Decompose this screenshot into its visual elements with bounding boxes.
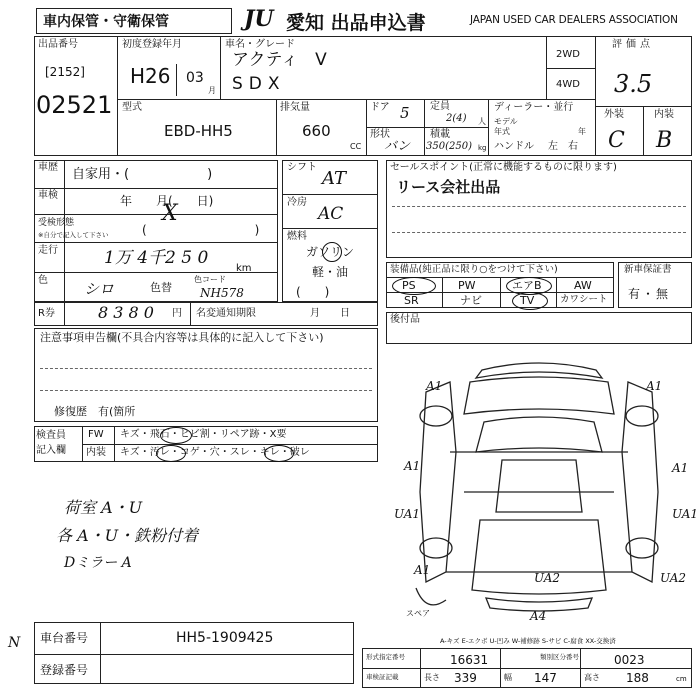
chassis-label: 車台番号: [40, 631, 89, 645]
ext-value: C: [608, 128, 625, 153]
handwritten-line1: 荷室 A・U: [64, 498, 143, 517]
mark-a4-rear: A4: [530, 609, 547, 623]
registration-year: H26: [130, 64, 171, 88]
chassis-value: HH5-1909425: [176, 630, 274, 646]
drive-2wd: 2WD: [556, 49, 580, 60]
retrofit-box: [386, 312, 692, 344]
category-value: 0023: [614, 653, 645, 667]
body: バン: [384, 139, 411, 154]
inspection-value: 年 月( 日): [120, 194, 214, 208]
fuel-diesel: 軽・油: [312, 265, 349, 279]
fw-label: FW: [88, 429, 104, 440]
diagram-front-body: [464, 377, 614, 414]
inspection-x-mark: X: [162, 201, 178, 226]
listing-number: 02521: [36, 91, 113, 119]
equipment-label: 装備品(純正品に限り○をつけて下さい): [390, 264, 558, 275]
mileage-label: 走行: [38, 245, 58, 256]
mark-ua1-right: UA1: [672, 507, 699, 521]
receipt-label1: 受検形態: [38, 218, 75, 228]
displacement-unit: CC: [350, 142, 362, 151]
color-code-label: 色コード: [194, 275, 226, 284]
diagram-wheel-rl: [420, 538, 452, 558]
history-value: 自家用・( ): [72, 167, 213, 182]
selling-section: [386, 160, 692, 258]
association-name: JAPAN USED CAR DEALERS ASSOCIATION: [470, 14, 678, 26]
ac-label: 冷房: [287, 197, 307, 208]
recycle-label: R券: [38, 308, 55, 319]
top-section: [34, 36, 692, 156]
registration-number-label: 登録番号: [40, 663, 89, 677]
ju-logo: JU: [244, 6, 274, 32]
int-value: B: [656, 128, 673, 153]
form-title: 愛知 出品申込書: [286, 12, 426, 34]
warranty-options: 有・無: [628, 287, 671, 301]
receipt-label2: ※自分で記入して下さい: [38, 231, 109, 239]
int-circle-1: [156, 445, 186, 462]
name-change-label: 名変通知期限: [196, 308, 256, 319]
warranty-label: 新車保証書: [624, 264, 672, 275]
mark-a1-mid-left: A1: [404, 459, 421, 473]
car-damage-diagram: [386, 352, 692, 632]
color-value: シロ: [84, 280, 115, 298]
int-label: 内装: [654, 109, 674, 120]
selling-value: リース会社出品: [396, 178, 501, 196]
recycle-value: 8 3 8 0: [98, 303, 154, 322]
model-label: 型式: [122, 102, 142, 113]
spare-label: スペア: [406, 609, 430, 618]
listing-sub-number: [2152]: [45, 65, 85, 79]
registration-month-unit: 月: [208, 86, 216, 95]
color-label: 色: [38, 275, 48, 286]
drive-4wd: 4WD: [556, 79, 580, 90]
tv-circle: [512, 292, 548, 310]
color-change-label: 色替: [150, 281, 172, 294]
int-row-label: 内装: [86, 447, 106, 458]
shift-label: シフト: [287, 162, 317, 173]
diagram-legend: A-キズ E-エクボ U-凹み W-補修跡 S-サビ C-腐食 XX-交換済: [440, 637, 616, 645]
inspection-label: 車検: [38, 190, 58, 201]
equip-aw: AW: [574, 279, 592, 292]
selling-label: セールスポイント(正常に機能するものに限ります): [390, 162, 617, 173]
handle-label: ハンドル: [494, 141, 534, 152]
color-code-value: NH578: [200, 286, 244, 300]
mark-a1-right-mid: A1: [672, 461, 689, 475]
model-year-label1: モデル: [494, 117, 518, 126]
width-label: 幅: [504, 673, 512, 682]
mileage-unit: km: [236, 263, 252, 274]
listing-number-label: 出品番号: [38, 39, 78, 50]
doors-label: ドア: [370, 102, 390, 113]
equip-sr: SR: [404, 294, 419, 307]
ext-label: 外装: [604, 109, 624, 120]
height-label: 高さ: [584, 673, 600, 682]
load-unit: kg: [478, 144, 487, 152]
displacement: 660: [302, 122, 331, 140]
storage-box: [36, 8, 232, 34]
fuel-circle: [322, 242, 342, 262]
inspector-label1: 検査員: [36, 430, 66, 441]
cert-label: 車検証記載: [366, 673, 399, 681]
equip-tv: TV: [520, 294, 535, 307]
repair-label: 修復歴 有(箇所: [54, 405, 136, 418]
fuel-petrol: ガソリン: [306, 245, 355, 259]
capacity-label: 定員: [430, 101, 450, 112]
receipt-value: ( ): [142, 223, 260, 237]
name-change-value: 月 日: [310, 308, 350, 319]
registration-month: 03: [186, 70, 204, 86]
load-label: 積載: [430, 129, 450, 140]
score-value: 3.5: [614, 70, 653, 98]
load: 350(250): [426, 141, 472, 152]
recycle-unit: 円: [172, 308, 182, 319]
diagram-spare-wheel: [416, 588, 446, 605]
handwritten-line2: 各 A・U・鉄粉付着: [56, 526, 199, 545]
vehicle-model: EBD-HH5: [164, 122, 233, 140]
notes-label: 注意事項申告欄(不具合内容等は具体的に記入して下さい): [40, 331, 324, 344]
mark-a1-top-right: A1: [646, 379, 663, 393]
body-label: 形状: [370, 129, 390, 140]
fuel-other: ( ): [296, 285, 330, 299]
equip-ps: PS: [402, 279, 416, 292]
vehicle-name: アクティ V: [232, 50, 327, 70]
fuel-label: 燃料: [287, 231, 307, 242]
inspector-label2: 記入欄: [36, 445, 66, 456]
capacity-unit: 人: [478, 117, 486, 126]
vehicle-name-label: 車名・グレード: [225, 39, 295, 50]
type-cert-label: 形式指定番号: [366, 653, 405, 661]
retrofit-label: 後付品: [390, 314, 420, 325]
length-value: 339: [454, 671, 477, 685]
displacement-label: 排気量: [280, 102, 310, 113]
handwritten-line3: Dミラー A: [64, 555, 132, 571]
shift-value: AT: [322, 168, 347, 189]
diagram-front-bumper: [476, 363, 602, 378]
fw-text: キズ・飛石・ヒビ割・リペア跡・X要: [120, 429, 287, 440]
ps-circle: [392, 277, 436, 295]
length-label: 長さ: [424, 673, 440, 682]
height-value: 188: [626, 671, 649, 685]
mark-a1-low-left: A1: [414, 563, 431, 577]
handle-options: 左 右: [548, 141, 578, 152]
category-label: 類別区分番号: [540, 653, 579, 661]
mileage-value: 1万 4千2 5 0: [104, 248, 209, 268]
doors: 5: [400, 104, 410, 122]
mark-ua2-center: UA2: [534, 571, 561, 585]
model-year-unit: 年: [578, 127, 586, 136]
margin-mark: N: [8, 635, 21, 651]
mark-a1-top-left: A1: [426, 379, 443, 393]
diagram-windshield: [476, 417, 602, 452]
type-cert-value: 16631: [450, 653, 489, 667]
equip-leather: カワシート: [560, 294, 608, 305]
int-text: キズ・汚レ・コゲ・穴・スレ・キレ・破レ: [120, 447, 310, 458]
equip-pw: PW: [458, 279, 476, 292]
mark-ua1-left: UA1: [394, 507, 421, 521]
registration-label: 初度登録年月: [122, 39, 182, 50]
storage-label: 車内保管・守衛保管: [43, 14, 169, 30]
int-circle-2: [264, 445, 294, 462]
ac-value: AC: [318, 204, 344, 224]
mark-ua2-right: UA2: [660, 571, 687, 585]
model-year-label2: 年式: [494, 127, 510, 136]
dims-unit: cm: [676, 675, 687, 683]
vehicle-grade: SDX: [232, 74, 286, 94]
score-label: 評価点: [612, 39, 654, 50]
dealer-label: ディーラー・並行: [494, 102, 574, 113]
diagram-wheel-rr: [626, 538, 658, 558]
equip-navi: ナビ: [460, 294, 482, 307]
width-value: 147: [534, 671, 557, 685]
history-label: 車歴: [38, 162, 58, 173]
capacity: 2(4): [446, 113, 467, 124]
equip-airbag: エアB: [512, 279, 542, 292]
diagram-roof: [496, 460, 582, 512]
fw-circle: [160, 427, 192, 444]
